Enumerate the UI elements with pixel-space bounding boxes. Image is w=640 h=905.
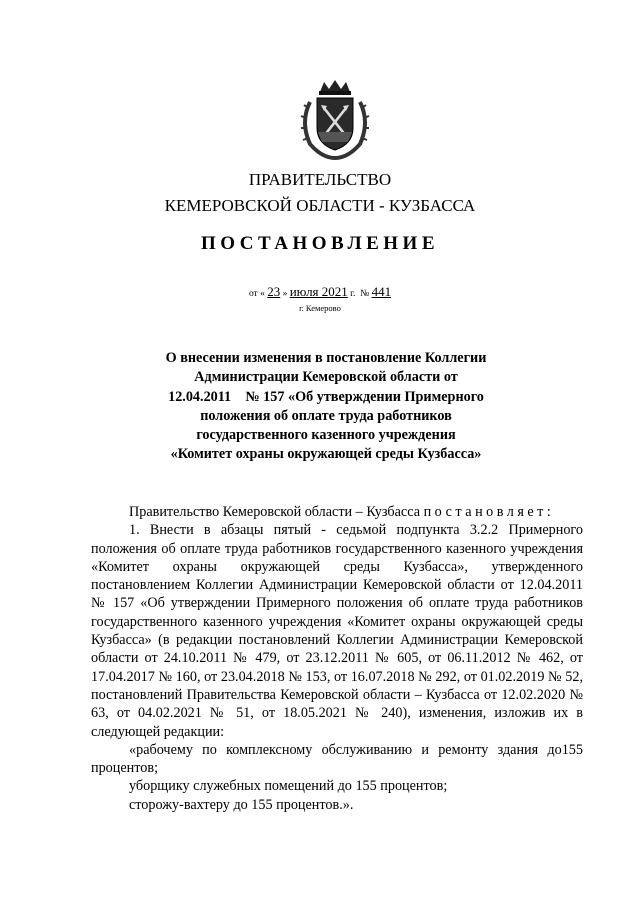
document-title — [130, 349, 522, 465]
title-line: «Комитет охраны окружающей среды Кузбасса» — [170, 446, 482, 463]
city-label: г. Кемерово — [299, 303, 341, 313]
coat-of-arms-icon — [296, 78, 374, 160]
title-line: 12.04.2011 № 157 «Об утверждении Примерного — [168, 388, 484, 405]
quote-line-3: сторожу-вахтеру до 155 процентов.». — [129, 796, 354, 813]
date-from-label: от « — [248, 289, 265, 299]
document-number: 441 — [371, 284, 392, 299]
title-line: положения об оплате труда работников — [200, 407, 452, 424]
intro-text: Правительство Кемеровской области – Кузбасса — [129, 504, 421, 520]
date-day: 23 — [267, 284, 281, 299]
title-line: государственного казенного учреждения — [196, 427, 456, 444]
government-name-line1: ПРАВИТЕЛЬСТВО — [248, 170, 392, 189]
intro-paragraph — [91, 503, 583, 521]
intro-resolves: постановляет: — [423, 504, 555, 520]
date-month-year: июля 2021 — [289, 284, 348, 299]
document-body — [91, 503, 583, 814]
title-line: О внесении изменения в постановление Коллегии — [165, 350, 487, 366]
paragraph-1: 1. Внести в абзацы пятый - седьмой подпункта 3.2.2 Примерного положения об оплате труда работников государственного казенного учреждения «Комитет охраны окружающей среды Кузбасса», утвержденного постановлением Коллегии Администрации Кемеровской области от 12.04.2011 № 157 «Об утверждении Примерного положения об оплате труда работников государственного казенного учреждения «Комитет охраны окружающей среды Кузбасса» (в редакции постановлений Коллегии Администрации Кемеровской области от 24.10.2011 № 479, от 23.12.2011 № 605, от 06.11.2012 № 462, от 17.04.2017 № 160, от 23.04.2018 № 153, от 16.07.2018 № 292, от 01.02.2019 № 52, постановлений Правительства Кемеровской области – Кузбасса от 12.02.2020 № 63, от 04.02.2021 № 51, от 18.05.2021 № 240), изменения, изложив их в следующей редакции: — [91, 522, 583, 740]
government-name-line2: КЕМЕРОВСКОЙ ОБЛАСТИ - КУЗБАССА — [164, 196, 476, 215]
date-year-suffix: г. — [350, 289, 356, 299]
quote-line-1: «рабочему по комплексному обслуживанию и ремонту здания до155 процентов; — [91, 741, 583, 777]
date-close-quote: » — [282, 289, 288, 299]
quote-line-2: уборщику служебных помещений до 155 процентов; — [129, 778, 448, 795]
number-label: № — [360, 289, 370, 299]
title-line: Администрации Кемеровской области от — [194, 369, 458, 386]
document-type-heading: ПОСТАНОВЛЕНИЕ — [200, 233, 440, 254]
date-number-line — [0, 284, 640, 300]
